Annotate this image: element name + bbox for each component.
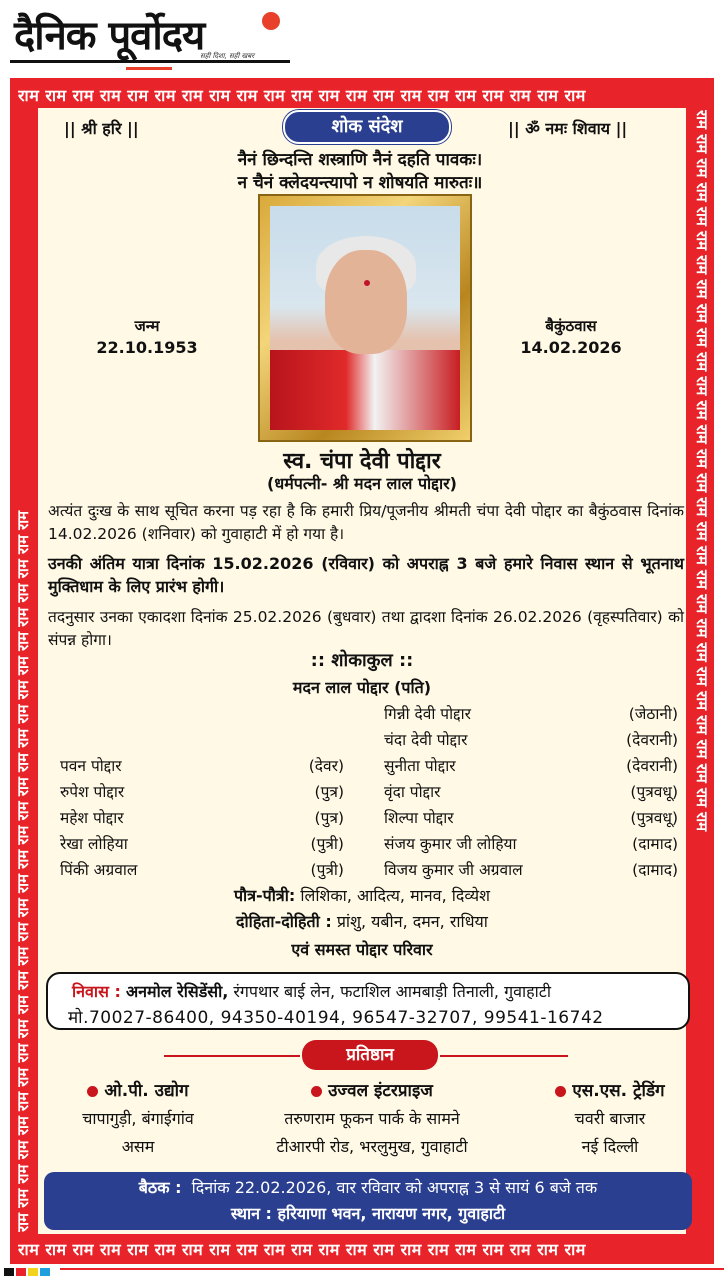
- business-item: [28, 1077, 248, 1161]
- print-registration-mark: [28, 1268, 38, 1276]
- mourner-name: पवन पोद्दार: [60, 757, 122, 775]
- logo-accent-bar: [126, 67, 172, 70]
- mourner-relation: (देवरानी): [626, 731, 678, 749]
- meeting-label: बैठक :: [138, 1178, 182, 1197]
- birth-label: जन्म: [134, 317, 160, 335]
- print-registration-mark: [4, 1268, 14, 1276]
- mourner-relation: (पुत्र): [314, 809, 344, 827]
- mourner-name: चंदा देवी पोद्दार: [384, 731, 468, 749]
- ram-border-right: राम राम राम राम राम राम राम राम राम राम राम राम राम राम राम राम राम राम राम राम राम राम राम राम राम राम राम राम राम राम: [693, 110, 711, 832]
- grandchildren-label: पौत्र-पौत्री:: [233, 886, 296, 905]
- footer-rule: [60, 1268, 724, 1270]
- daughter-children-label: दोहिता-दोहिती :: [236, 912, 332, 931]
- shloka-line-2: न चैनं क्लेदयन्त्यापो न शोषयति मारुतः॥: [237, 173, 483, 193]
- logo-dot: [262, 12, 280, 30]
- meeting-place-line: [0, 1202, 724, 1224]
- mourner-relation: (पुत्री): [310, 835, 344, 853]
- mourner-relation: (पुत्री): [310, 861, 344, 879]
- business-address-1: चवरी बाजार: [574, 1109, 646, 1128]
- deceased-portrait: [270, 206, 460, 430]
- business-divider-left: [164, 1055, 300, 1057]
- address-rest: रंगपथार बाई लेन, फटाशिल आमबाड़ी तिनाली, गुवाहाटी: [228, 982, 551, 1001]
- invocation-right: || ॐ नमः शिवाय ||: [508, 119, 628, 138]
- business-address-2: नई दिल्ली: [581, 1137, 639, 1156]
- mourner-name: संजय कुमार जी लोहिया: [384, 835, 517, 853]
- meeting-text: दिनांक 22.02.2026, वार रविवार को अपराह्न 3 से सायं 6 बजे तक: [191, 1178, 598, 1197]
- newspaper-masthead: [0, 0, 724, 72]
- mourner-name: विजय कुमार जी अग्रवाल: [384, 861, 523, 879]
- mourner-relation: (दामाद): [632, 835, 678, 853]
- deceased-name: स्व. चंपा देवी पोद्दार: [283, 449, 441, 474]
- mourner-name: शिल्पा पोद्दार: [384, 809, 454, 827]
- funeral-paragraph: उनकी अंतिम यात्रा दिनांक 15.02.2026 (रविवार) को अपराह्न 3 बजे हमारे निवास स्थान से भूतनाथ मुक्तिधाम के लिए प्रारंभ होगी।: [48, 554, 684, 596]
- business-address-2: असम: [121, 1137, 155, 1156]
- business-name: ओ.पी. उद्योग: [104, 1081, 189, 1101]
- mourner-name: रुपेश पोद्दार: [60, 783, 125, 801]
- print-registration-mark: [40, 1268, 50, 1276]
- phone-numbers: मो.70027-86400, 94350-40194, 96547-32707, 99541-16742: [68, 1008, 604, 1028]
- bullet-icon: [311, 1086, 322, 1097]
- meeting-line: [0, 1176, 724, 1198]
- business-name: उज्वल इंटरप्राइज: [328, 1081, 433, 1101]
- grandchildren-line: [0, 884, 724, 906]
- mourner-name: सुनीता पोद्दार: [384, 757, 456, 775]
- birth-date: 22.10.1953: [96, 338, 198, 357]
- mourner-name: महेश पोद्दार: [60, 809, 124, 827]
- business-name: एस.एस. ट्रेडिंग: [572, 1081, 665, 1101]
- address-label: निवास :: [72, 982, 121, 1001]
- print-registration-mark: [16, 1268, 26, 1276]
- grandchildren-names: लिशिका, आदित्य, मानव, दिव्येश: [300, 886, 491, 905]
- mourner-relation: (पुत्रवधू): [630, 809, 678, 827]
- meeting-place: हरियाणा भवन, नारायण नगर, गुवाहाटी: [277, 1204, 506, 1223]
- invocation-left: || श्री हरि ||: [64, 119, 139, 138]
- death-label: बैकुंठवास: [545, 317, 597, 335]
- mourner-relation: (पुत्रवधू): [630, 783, 678, 801]
- family-line: एवं समस्त पोद्दार परिवार: [291, 940, 433, 959]
- mourner-relation: (देवर): [308, 757, 344, 775]
- meeting-place-label: स्थान :: [230, 1204, 272, 1223]
- shloka-line-1: नैनं छिन्दन्ति शस्त्राणि नैनं दहति पावकः।: [237, 150, 483, 170]
- mourner-name: वृंदा पोद्दार: [384, 783, 441, 801]
- death-date: 14.02.2026: [520, 338, 622, 357]
- bullet-icon: [555, 1086, 566, 1097]
- mourners-heading: :: शोकाकुल ::: [310, 650, 414, 671]
- business-heading: प्रतिष्ठान: [302, 1040, 438, 1070]
- shok-sandesh-title: शोक संदेश: [283, 110, 451, 144]
- announcement-paragraph: अत्यंत दुःख के साथ सूचित करना पड़ रहा है कि हमारी प्रिय/पूजनीय श्रीमती चंपा देवी पोद्दार का बैकुंठवास दिनांक 14.02.2026 (शनिवार) को गुवाहाटी में हो गया है।: [48, 502, 684, 543]
- address-building: अनमोल रेसिडेंसी,: [125, 982, 229, 1001]
- business-divider-right: [440, 1055, 568, 1057]
- ram-border-bottom: राम राम राम राम राम राम राम राम राम राम राम राम राम राम राम राम राम राम राम राम राम: [18, 1240, 586, 1259]
- mourner-relation: (पुत्र): [314, 783, 344, 801]
- husband-line: मदन लाल पोद्दार (पति): [292, 678, 432, 697]
- mourner-name: गिन्नी देवी पोद्दार: [384, 705, 471, 723]
- spouse-line: (धर्मपत्नी- श्री मदन लाल पोद्दार): [267, 474, 457, 493]
- newspaper-logo: दैनिक पूर्वोदय: [14, 12, 205, 59]
- ram-border-left: राम राम राम राम राम राम राम राम राम राम राम राम राम राम राम राम राम राम राम राम राम राम राम राम राम राम राम राम राम राम: [14, 510, 32, 1232]
- mourner-relation: (दामाद): [632, 861, 678, 879]
- bullet-icon: [87, 1086, 98, 1097]
- address-line: [72, 980, 551, 1002]
- mourner-relation: (देवरानी): [626, 757, 678, 775]
- ram-border-top: राम राम राम राम राम राम राम राम राम राम राम राम राम राम राम राम राम राम राम राम राम: [18, 86, 586, 105]
- newspaper-tagline: सही दिशा, सही खबर: [200, 52, 255, 60]
- mourner-name: पिंकी अग्रवाल: [60, 861, 138, 879]
- daughter-children-line: [0, 910, 724, 932]
- daughter-children-names: प्रांशु, यबीन, दमन, राधिया: [336, 912, 488, 931]
- rites-paragraph: तदनुसार उनका एकादशा दिनांक 25.02.2026 (बुधवार) तथा द्वादशा दिनांक 26.02.2026 (वृहस्पतिवार) को संपन्न होगा।: [48, 608, 684, 649]
- business-address-2: टीआरपी रोड, भरलुमुख, गुवाहाटी: [276, 1137, 468, 1156]
- business-address-1: चापागुड़ी, बंगाईगांव: [82, 1109, 194, 1128]
- mourner-relation: (जेठानी): [628, 705, 678, 723]
- mourner-name: रेखा लोहिया: [60, 835, 128, 853]
- business-address-1: तरुणराम फूकन पार्क के सामने: [284, 1109, 460, 1128]
- business-item: [262, 1077, 482, 1161]
- business-item: [500, 1077, 720, 1161]
